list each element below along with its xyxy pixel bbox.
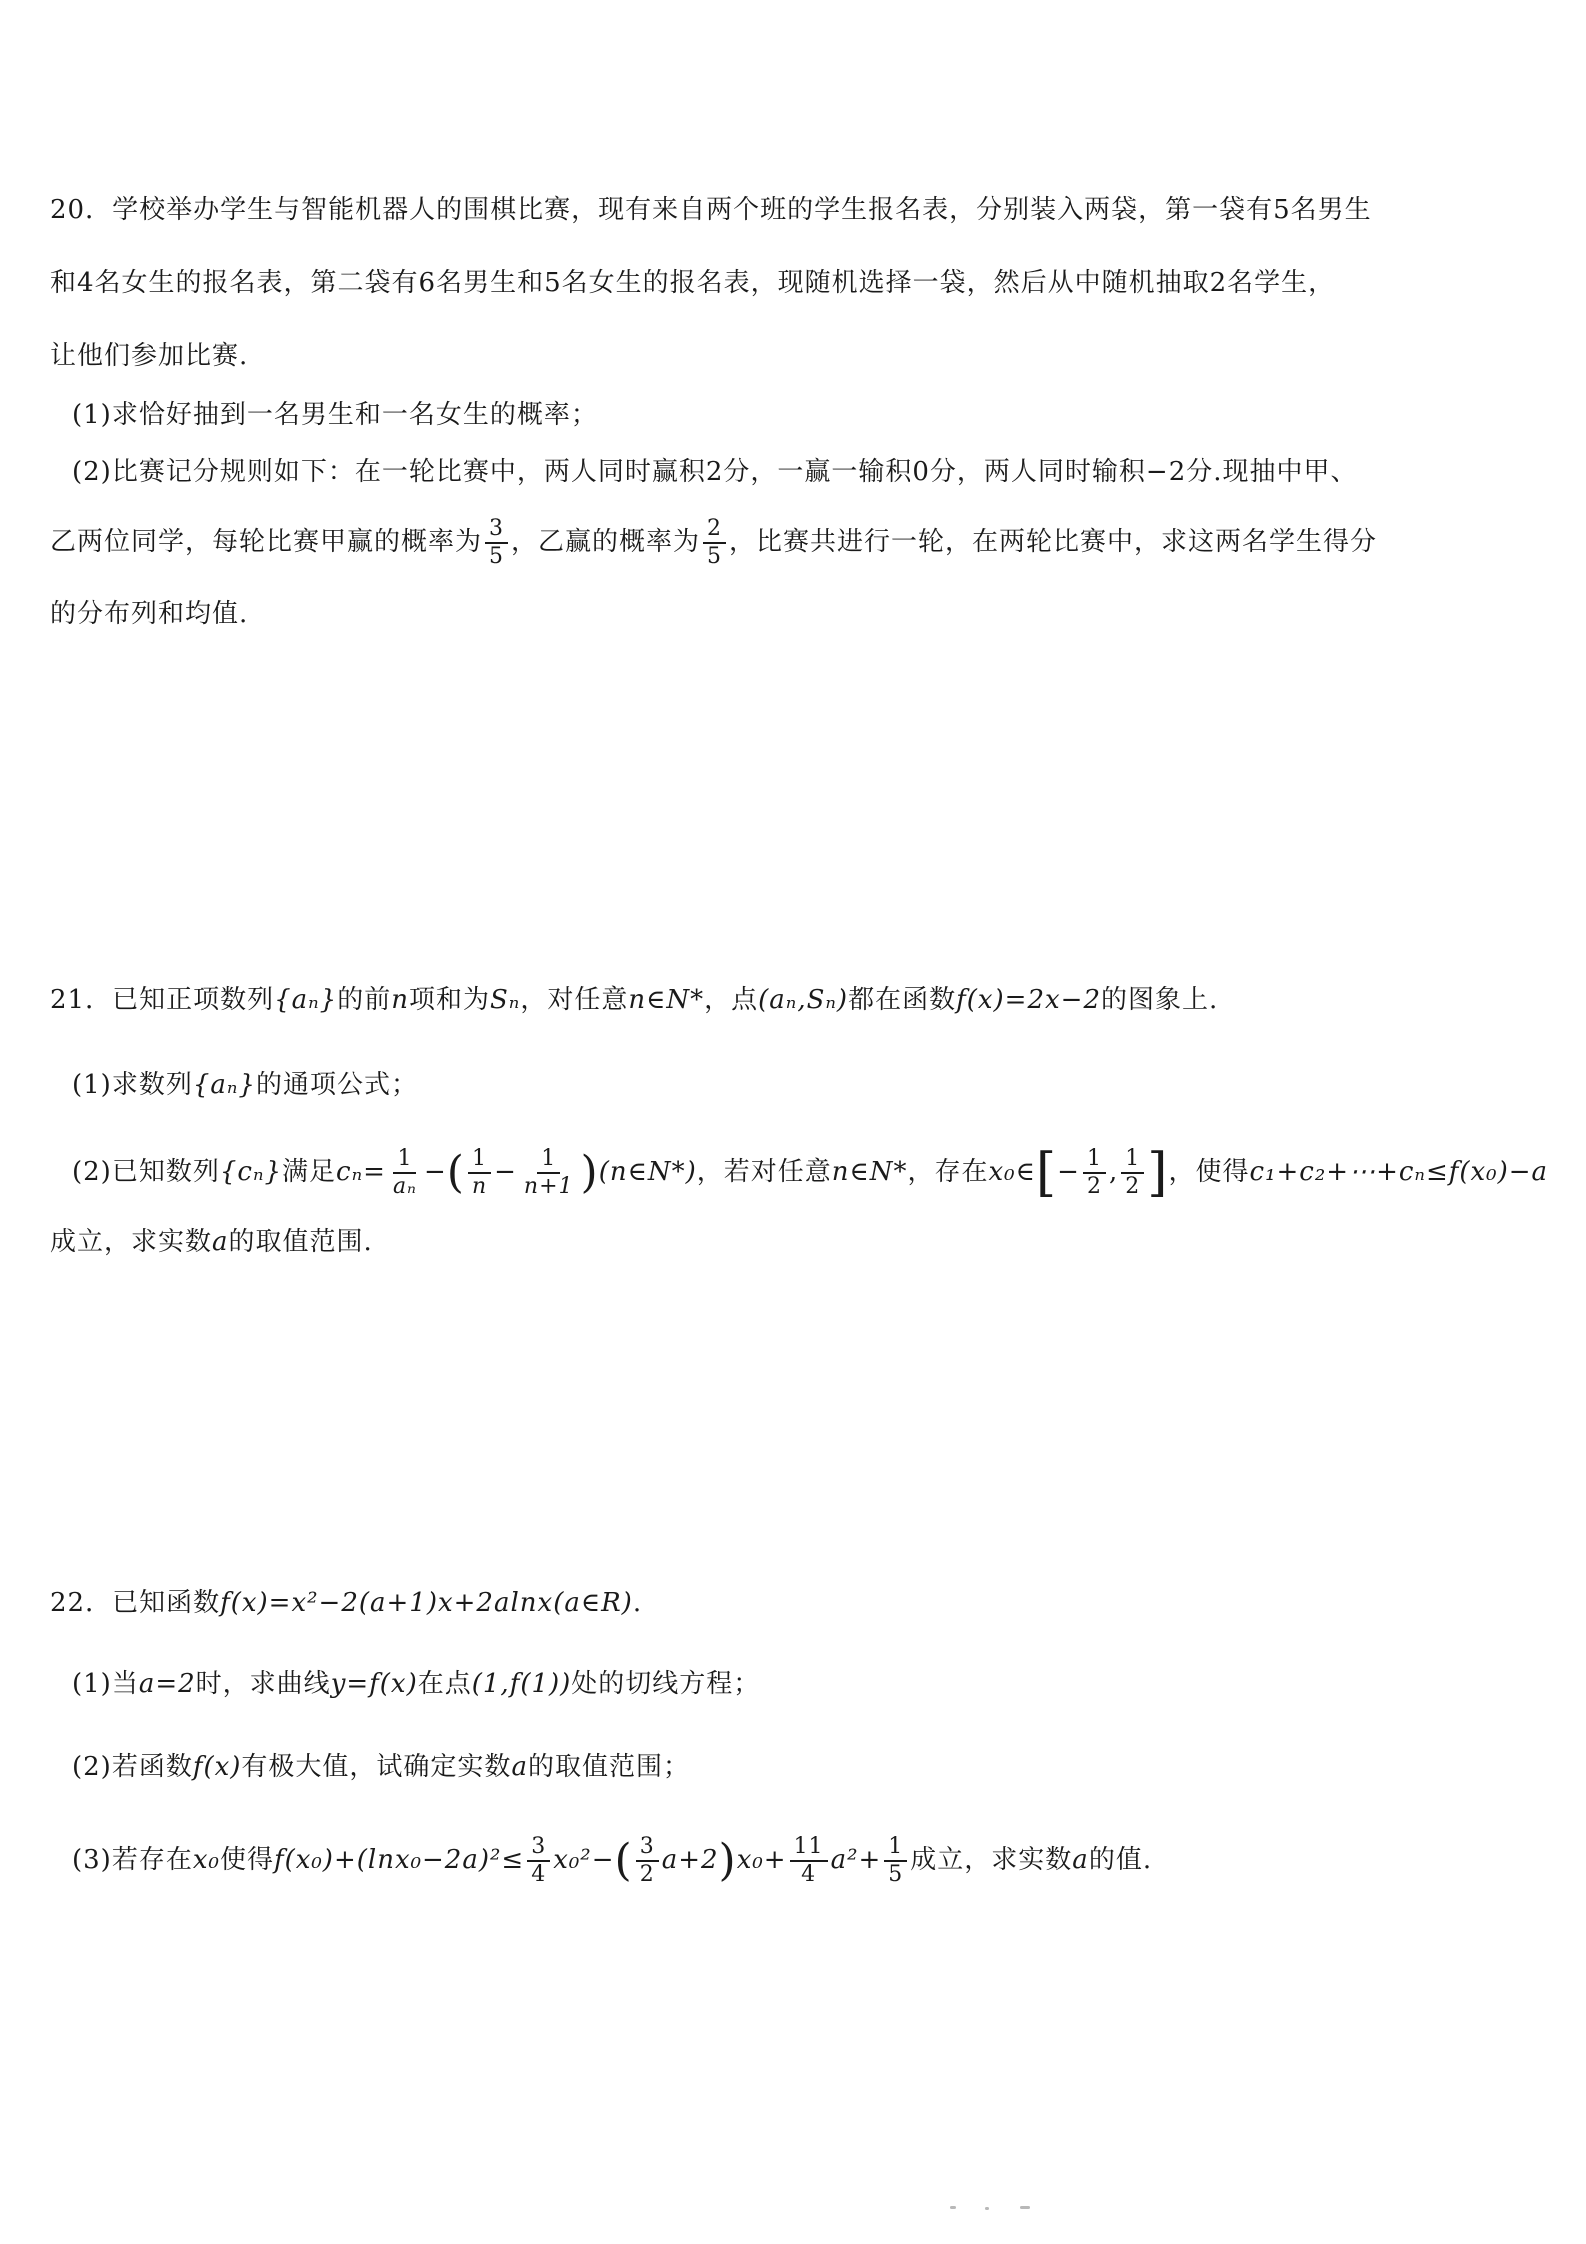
fraction-one-over-n: $\frac{1}{n}$ [468,1146,491,1200]
fraction-half-left: $\frac{1}{2}$ [1083,1146,1106,1200]
fraction-three-fifths: $\frac{3}{5}$ [485,516,508,570]
q22-part-2: (2)若函数f(x)有极大值，试确定实数a的取值范围； [72,1752,690,1782]
q21-stem: 21．已知正项数列{aₙ}的前n项和为Sₙ，对任意n∈N*，点(aₙ,Sₙ)都在函数f(x)=2x−2的图象上. [50,985,1219,1015]
q22-part-1: (1)当a=2时，求曲线y=f(x)在点(1,f(1))处的切线方程； [72,1669,761,1699]
fraction-three-halves: $\frac{3}{2}$ [636,1834,659,1888]
fraction-two-fifths: $\frac{2}{5}$ [703,516,726,570]
scan-speck [985,2207,989,2210]
fraction-three-quarters: $\frac{3}{4}$ [527,1834,550,1888]
q20-text-b: ，乙赢的概率为 [511,527,701,557]
q21-part-1: (1)求数列{aₙ}的通项公式； [72,1070,418,1100]
q20-line-3: 让他们参加比赛. [50,341,249,371]
fraction-half-right: $\frac{1}{2}$ [1121,1146,1144,1200]
q20-line-2: 和4名女生的报名表，第二袋有6名男生和5名女生的报名表，现随机选择一袋，然后从中随机抽取2名学生， [50,268,1336,298]
q20-line-1: 20．学校举办学生与智能机器人的围棋比赛，现有来自两个班的学生报名表，分别装入两袋，第一袋有5名男生 [50,195,1372,225]
q20-part-1: (1)求恰好抽到一名男生和一名女生的概率； [72,400,598,430]
q20-text-a: 乙两位同学，每轮比赛甲赢的概率为 [50,527,483,557]
q22-part-3: (3)若存在x₀使得f(x₀)+(lnx₀−2a)²≤ $\frac{3}{4}$ x₀²−( $\frac{3}{2}$ a+2)x₀+ $\frac{11}{4}$ a²+ $\frac{1}{5}$ 成立，求实数a的值. [72,1834,1153,1887]
fraction-one-over-n-plus-1: $\frac{1}{n+1}$ [523,1146,574,1199]
q20-part-2: (2)比赛记分规则如下：在一轮比赛中，两人同时赢积2分，一赢一输积0分，两人同时输积−2分.现抽中甲、 [72,457,1358,487]
fraction-one-fifth: $\frac{1}{5}$ [884,1834,907,1888]
q20-part-2-line-3: 的分布列和均值. [50,599,249,629]
q20-part-2-line-2 [50,510,1377,574]
q22-stem: 22．已知函数f(x)=x²−2(a+1)x+2alnx(a∈R). [50,1588,643,1618]
q21-part-2: (2)已知数列{cₙ}满足cₙ= $\frac{1}{\text{aₙ}}$ −( $\frac{1}{n}$ − $\frac{1}{n+1}$ )(n∈N*)，若对任意n∈N*，存在x₀∈[− $\frac{1}{2}$ , $\frac{1}{2}$ ]，使得c₁+c₂+⋯+cₙ≤f(x₀)−a [72,1143,1549,1203]
fraction-eleven-quarters: $\frac{11}{4}$ [790,1834,828,1888]
q20-text-c: ，比赛共进行一轮，在两轮比赛中，求这两名学生得分 [729,527,1378,557]
q21-part-2-line-2: 成立，求实数a的取值范围. [50,1227,373,1257]
fraction-one-over-an: $\frac{1}{\text{aₙ}}$ [392,1146,417,1199]
scan-speck [950,2206,956,2209]
scan-speck [1020,2206,1030,2209]
